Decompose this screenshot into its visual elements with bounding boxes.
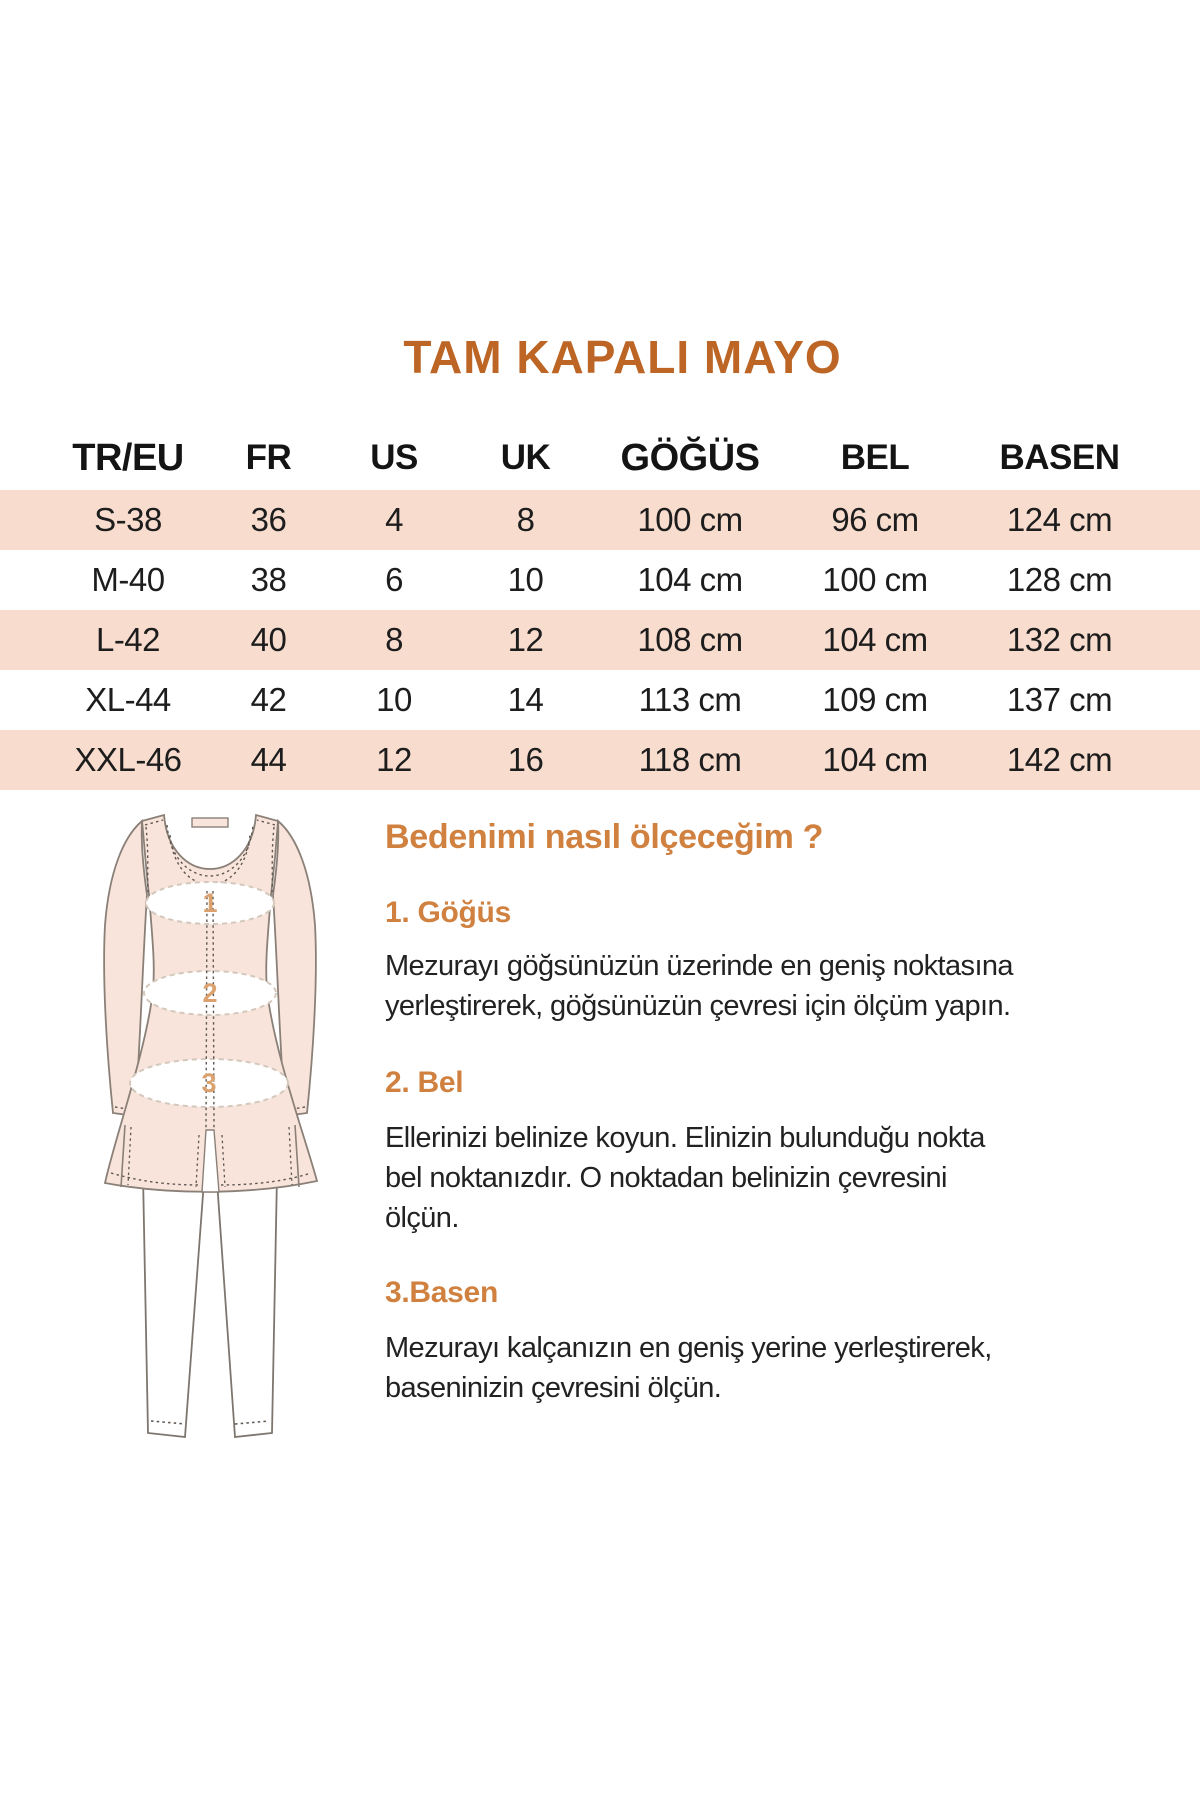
basen-description	[385, 1328, 992, 1408]
table-cell: 100 cm	[637, 501, 743, 538]
col-header-basen: BASEN	[999, 438, 1120, 477]
table-cell: 96 cm	[831, 501, 919, 538]
col-header-uk: UK	[500, 438, 551, 477]
table-cell: 38	[250, 561, 287, 598]
table-cell: 128 cm	[1006, 561, 1113, 598]
table-cell: 100 cm	[822, 561, 928, 598]
table-cell: 40	[250, 621, 287, 658]
text-line: Mezurayı kalçanızın en geniş yerine yerleştirerek,	[385, 1332, 992, 1364]
col-header-fr: FR	[245, 438, 292, 477]
table-cell: 10	[376, 681, 412, 718]
table-cell: 132 cm	[1006, 621, 1113, 658]
col-header-gogus: GÖĞÜS	[620, 436, 760, 479]
table-cell: 118 cm	[638, 741, 742, 778]
table-cell: XXL-46	[74, 741, 182, 778]
table-cell: XL-44	[85, 681, 171, 718]
table-cell: 124 cm	[1006, 501, 1113, 538]
text-line: yerleştirerek, göğsünüzün çevresi için ölçüm yapın.	[385, 990, 1011, 1022]
table-cell: 104 cm	[822, 741, 928, 778]
col-header-tr-eu: TR/EU	[72, 436, 184, 479]
table-cell: 142 cm	[1006, 741, 1113, 778]
section-title-bel: 2. Bel	[385, 1066, 464, 1099]
text-line: Mezurayı göğsünüzün üzerinde en geniş noktasına	[385, 950, 1013, 982]
table-row-s38	[0, 490, 1200, 550]
table-cell: S-38	[94, 501, 162, 538]
page-title: TAM KAPALI MAYO	[403, 331, 842, 383]
table-cell: 8	[385, 621, 403, 658]
size-table	[0, 426, 1200, 790]
table-cell: 104 cm	[822, 621, 928, 658]
table-cell: 12	[376, 741, 412, 778]
table-cell: 16	[507, 741, 544, 778]
gogus-description	[385, 946, 1013, 1026]
neck-label	[192, 818, 228, 827]
table-cell: 10	[507, 561, 544, 598]
table-cell: 4	[385, 501, 403, 538]
text-line: baseninizin çevresini ölçün.	[385, 1372, 722, 1404]
table-cell: 8	[516, 501, 535, 538]
table-row-xl44	[0, 670, 1200, 730]
table-cell: 108 cm	[637, 621, 743, 658]
col-header-bel: BEL	[840, 438, 910, 477]
table-cell: 44	[250, 741, 287, 778]
hip-marker-number: 3	[201, 1068, 217, 1098]
guide-heading: Bedenimi nasıl ölçeceğim ?	[385, 818, 824, 856]
swimsuit-line-drawing	[85, 795, 365, 1455]
section-title-gogus: 1. Göğüs	[385, 896, 511, 929]
table-header-row	[0, 426, 1200, 490]
waist-marker-number: 2	[202, 978, 218, 1008]
table-cell: L-42	[95, 621, 161, 658]
table-row-l42	[0, 610, 1200, 670]
table-cell: 12	[507, 621, 544, 658]
col-header-us: US	[370, 438, 418, 477]
text-line: bel noktanızdır. O noktadan belinizin çevresini	[385, 1162, 947, 1194]
table-row-xxl46	[0, 730, 1200, 790]
table-cell: 42	[250, 681, 287, 718]
chest-marker-number: 1	[202, 888, 218, 918]
text-line: Ellerinizi belinize koyun. Elinizin bulunduğu nokta	[385, 1122, 985, 1154]
table-cell: 109 cm	[822, 681, 928, 718]
text-line: ölçün.	[385, 1202, 459, 1234]
table-cell: M-40	[91, 561, 165, 598]
garment-illustration	[85, 795, 365, 1455]
table-cell: 36	[250, 501, 287, 538]
section-title-basen: 3.Basen	[385, 1276, 498, 1309]
table-cell: 104 cm	[637, 561, 743, 598]
leggings	[143, 1175, 277, 1437]
bel-description	[385, 1118, 985, 1238]
table-cell: 137 cm	[1006, 681, 1113, 718]
table-cell: 6	[385, 561, 403, 598]
table-row-m40	[0, 550, 1200, 610]
table-cell: 14	[507, 681, 544, 718]
table-cell: 113 cm	[638, 681, 742, 718]
